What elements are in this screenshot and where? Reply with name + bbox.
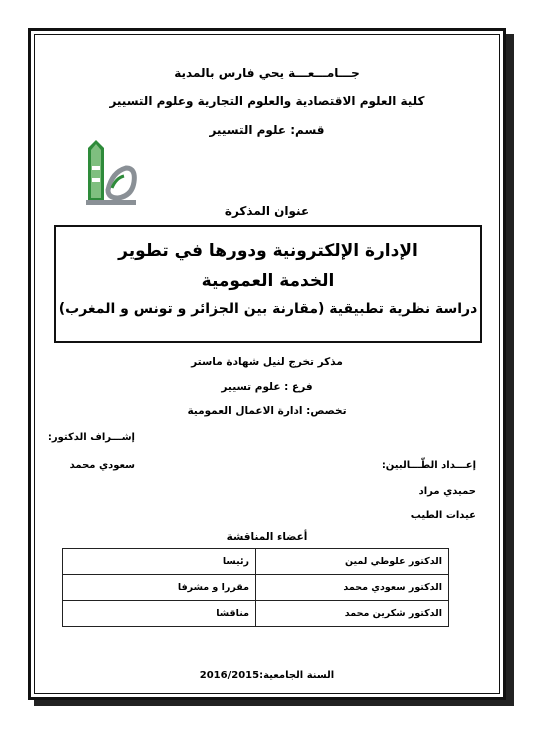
degree-branch: فرع : علوم تسيير: [221, 381, 313, 393]
supervisor-label: إشـــراف الدكتور:: [47, 432, 135, 443]
jury-member-role: مقررا و مشرفا: [63, 575, 256, 601]
university-name: جـــامـــعـــة يحي فارس بالمدية: [174, 66, 360, 80]
university-logo-icon: [82, 138, 142, 208]
jury-member-role: مناقشا: [63, 601, 256, 627]
faculty-name: كلية العلوم الاقتصادية والعلوم التجارية وعلوم التسيير: [109, 94, 425, 108]
jury-member-name: الدكتور شكرين محمد: [256, 601, 449, 627]
degree-line: مذكر تخرج لنيل شهادة ماستر: [191, 356, 343, 368]
thesis-title-box: [54, 225, 482, 343]
thesis-title-line2: الخدمة العمومية: [201, 271, 335, 291]
jury-member-name: الدكتور علوطي لمين: [256, 549, 449, 575]
jury-member-role: رئيسا: [63, 549, 256, 575]
jury-label: أعضاء المناقشة: [226, 531, 308, 543]
frame-shadow-right: [506, 34, 514, 706]
thesis-subtitle: دراسة نظرية تطبيقية (مقارنة بين الجزائر و تونس و المغرب): [58, 301, 478, 317]
table-row: [63, 549, 449, 575]
jury-member-name: الدكتور سعودي محمد: [256, 575, 449, 601]
degree-specialty: تخصص: ادارة الاعمال العمومية: [187, 405, 347, 417]
thesis-title-line1: الإدارة الإلكترونية ودورها في تطوير: [118, 241, 418, 261]
department-name: قسم: علوم التسيير: [209, 123, 325, 137]
jury-table: [62, 548, 449, 627]
academic-year: السنة الجامعية:2016/2015: [199, 670, 335, 681]
supervisor-name: سعودي محمد: [69, 460, 135, 471]
table-row: [63, 575, 449, 601]
student-name: عيدات الطيب: [410, 510, 476, 521]
table-row: [63, 601, 449, 627]
frame-shadow-bottom: [34, 700, 514, 706]
student-name: حميدي مراد: [418, 486, 476, 497]
students-label: إعـــداد الطّـــالبين:: [381, 460, 476, 471]
thesis-label: عنوان المذكرة: [224, 204, 310, 218]
